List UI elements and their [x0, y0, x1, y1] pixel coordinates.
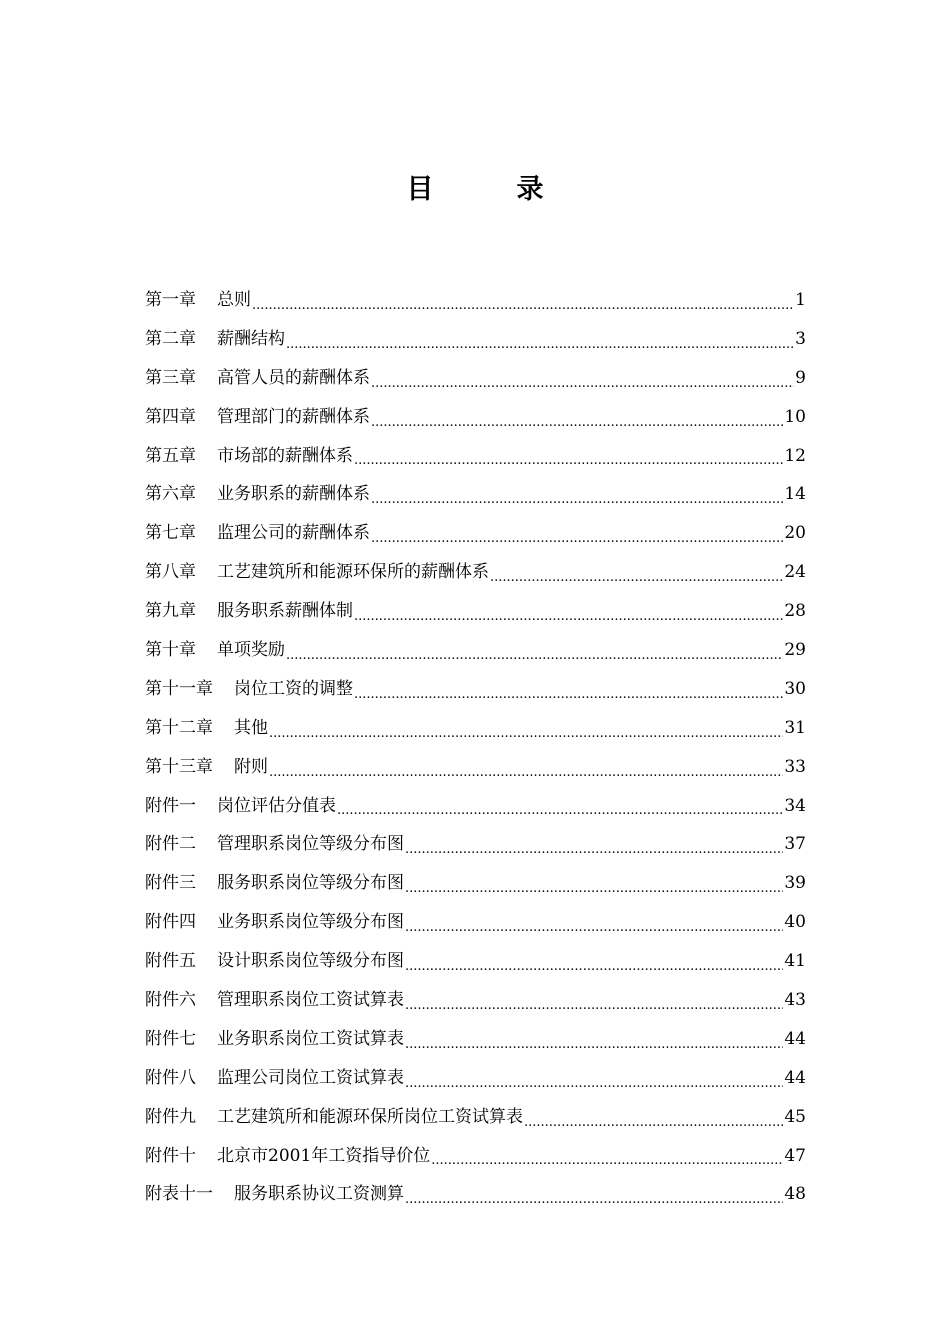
toc-entry[interactable] — [145, 787, 806, 826]
toc-entry-number: 第十二章 — [145, 717, 213, 738]
toc-entry-number: 第七章 — [145, 523, 196, 544]
toc-entry-title: 监理公司岗位工资试算表 — [217, 1067, 404, 1088]
toc-dot-leader — [286, 631, 783, 670]
toc-page-number: 3 — [795, 328, 806, 349]
toc-page-number: 9 — [795, 367, 806, 388]
toc-entry[interactable] — [145, 903, 806, 942]
toc-entry[interactable] — [145, 1098, 806, 1137]
toc-entry[interactable] — [145, 631, 806, 670]
toc-page-number: 40 — [784, 912, 806, 933]
toc-dot-leader — [405, 825, 783, 864]
toc-entry[interactable] — [145, 1137, 806, 1176]
toc-entry-title: 附则 — [234, 756, 268, 777]
toc-page-number: 44 — [784, 1067, 806, 1088]
toc-entry[interactable] — [145, 1059, 806, 1098]
toc-entry[interactable] — [145, 553, 806, 592]
toc-entry-title: 薪酬结构 — [217, 328, 285, 349]
toc-page-number: 24 — [784, 562, 806, 583]
toc-page-number: 12 — [784, 445, 806, 466]
toc-entry-number: 第五章 — [145, 445, 196, 466]
toc-dot-leader — [269, 748, 783, 787]
toc-entry-number: 附表十一 — [145, 1184, 213, 1205]
toc-entry[interactable] — [145, 670, 806, 709]
toc-entry[interactable] — [145, 514, 806, 553]
toc-entry-number: 第十章 — [145, 640, 196, 660]
toc-page-number: 41 — [784, 951, 806, 972]
toc-page-number: 28 — [784, 601, 806, 622]
toc-entry-title: 监理公司的薪酬体系 — [217, 523, 370, 544]
toc-entry-title: 服务职系岗位等级分布图 — [217, 873, 404, 894]
toc-entry-number: 附件二 — [145, 834, 196, 855]
toc-entry-number: 第二章 — [145, 328, 196, 349]
toc-entry-number: 附件十 — [145, 1145, 196, 1166]
toc-entry-title: 业务职系岗位等级分布图 — [217, 912, 404, 933]
toc-entry[interactable] — [145, 398, 806, 437]
toc-page-number: 44 — [784, 1028, 806, 1049]
toc-dot-leader — [524, 1098, 783, 1137]
toc-dot-leader — [354, 592, 783, 631]
toc-entry-number: 附件八 — [145, 1067, 196, 1088]
toc-dot-leader — [405, 942, 783, 981]
toc-entry[interactable] — [145, 942, 806, 981]
toc-page-number: 29 — [784, 640, 806, 660]
toc-entry-number: 附件七 — [145, 1028, 196, 1049]
toc-dot-leader — [431, 1137, 783, 1176]
toc-list — [145, 281, 806, 1214]
toc-entry-title: 北京市2001年工资指导价位 — [217, 1145, 431, 1166]
toc-page-number: 37 — [784, 834, 806, 855]
toc-page-number: 45 — [784, 1106, 806, 1127]
toc-page-number: 20 — [784, 523, 806, 544]
toc-entry-number: 附件三 — [145, 873, 196, 894]
toc-entry[interactable] — [145, 981, 806, 1020]
toc-entry[interactable] — [145, 825, 806, 864]
toc-dot-leader — [371, 359, 794, 398]
toc-entry-number: 附件四 — [145, 912, 196, 933]
toc-page-number: 1 — [795, 289, 806, 310]
toc-entry-number: 附件六 — [145, 990, 196, 1011]
toc-entry-number: 第十一章 — [145, 678, 213, 699]
toc-entry[interactable] — [145, 437, 806, 476]
toc-entry-title: 工艺建筑所和能源环保所的薪酬体系 — [217, 562, 489, 583]
toc-dot-leader — [405, 981, 783, 1020]
toc-page-number: 33 — [784, 756, 806, 777]
toc-dot-leader — [405, 1059, 783, 1098]
toc-dot-leader — [354, 670, 783, 709]
toc-dot-leader — [371, 475, 783, 514]
toc-dot-leader — [337, 787, 783, 826]
toc-entry-title: 业务职系的薪酬体系 — [217, 484, 370, 505]
toc-page-number: 34 — [784, 795, 806, 816]
toc-page-number: 48 — [784, 1184, 806, 1205]
toc-dot-leader — [405, 864, 783, 903]
toc-entry-number: 附件九 — [145, 1106, 196, 1127]
toc-page-number: 14 — [784, 484, 806, 505]
toc-dot-leader — [286, 320, 794, 359]
toc-entry-title: 单项奖励 — [217, 640, 285, 660]
toc-entry[interactable] — [145, 281, 806, 320]
toc-entry-number: 第六章 — [145, 484, 196, 505]
toc-entry[interactable] — [145, 748, 806, 787]
toc-entry-title: 工艺建筑所和能源环保所岗位工资试算表 — [217, 1106, 523, 1127]
toc-page-number: 39 — [784, 873, 806, 894]
toc-entry[interactable] — [145, 1020, 806, 1059]
toc-entry-title: 其他 — [234, 717, 268, 738]
toc-entry-number: 第九章 — [145, 601, 196, 622]
toc-entry-number: 第三章 — [145, 367, 196, 388]
toc-entry-title: 市场部的薪酬体系 — [217, 445, 353, 466]
toc-entry-title: 岗位评估分值表 — [217, 795, 336, 816]
toc-entry[interactable] — [145, 320, 806, 359]
toc-dot-leader — [405, 903, 783, 942]
toc-dot-leader — [490, 553, 783, 592]
toc-entry[interactable] — [145, 864, 806, 903]
toc-page-number: 30 — [784, 678, 806, 699]
toc-entry-title: 岗位工资的调整 — [234, 678, 353, 699]
toc-entry[interactable] — [145, 475, 806, 514]
toc-entry-number: 第四章 — [145, 406, 196, 427]
toc-dot-leader — [405, 1020, 783, 1059]
toc-entry-title: 设计职系岗位等级分布图 — [217, 951, 404, 972]
toc-entry-title: 管理职系岗位等级分布图 — [217, 834, 404, 855]
toc-entry[interactable] — [145, 592, 806, 631]
toc-dot-leader — [405, 1175, 783, 1214]
toc-entry-title: 高管人员的薪酬体系 — [217, 367, 370, 388]
toc-dot-leader — [354, 437, 783, 476]
toc-entry-title: 服务职系薪酬体制 — [217, 601, 353, 622]
toc-entry-number: 第一章 — [145, 289, 196, 310]
toc-page-number: 43 — [784, 990, 806, 1011]
toc-entry[interactable] — [145, 359, 806, 398]
toc-entry-title: 管理部门的薪酬体系 — [217, 406, 370, 427]
toc-entry-number: 第十三章 — [145, 756, 213, 777]
toc-entry-number: 第八章 — [145, 562, 196, 583]
toc-entry-title: 业务职系岗位工资试算表 — [217, 1028, 404, 1049]
toc-entry-title: 总则 — [217, 289, 251, 310]
toc-entry-number: 附件五 — [145, 951, 196, 972]
toc-entry[interactable] — [145, 1175, 806, 1214]
toc-entry[interactable] — [145, 709, 806, 748]
toc-dot-leader — [252, 281, 794, 320]
toc-entry-title: 管理职系岗位工资试算表 — [217, 990, 404, 1011]
toc-entry-number: 附件一 — [145, 795, 196, 816]
toc-dot-leader — [371, 514, 783, 553]
toc-entry-title: 服务职系协议工资测算 — [234, 1184, 404, 1205]
toc-page-number: 31 — [784, 717, 806, 738]
toc-dot-leader — [371, 398, 783, 437]
toc-page-number: 10 — [784, 406, 806, 427]
toc-dot-leader — [269, 709, 783, 748]
toc-title: 目 录 — [406, 174, 572, 205]
toc-page-number: 47 — [784, 1145, 806, 1166]
